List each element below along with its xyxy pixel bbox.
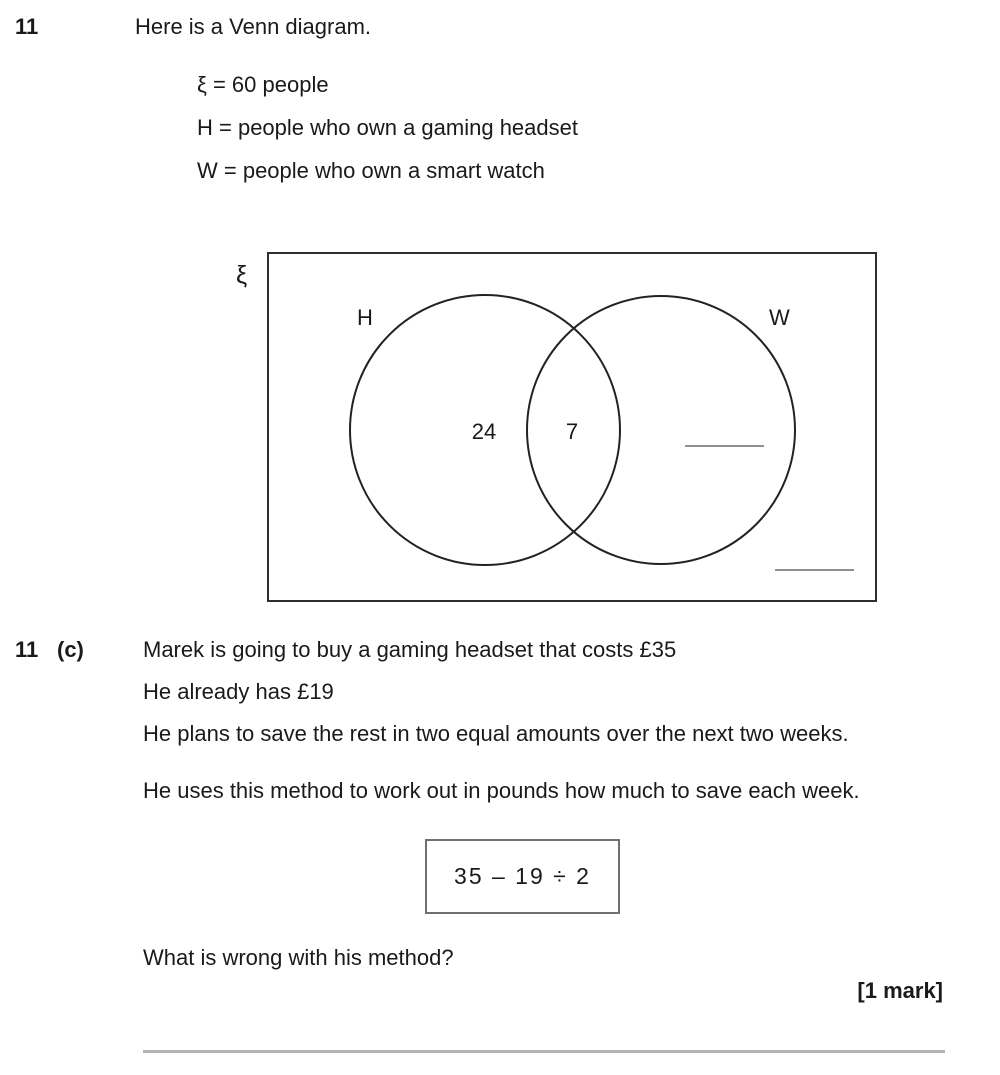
venn-value-h-only: 24 — [471, 419, 497, 444]
question-number: 11 — [15, 14, 39, 39]
marks-badge: [1 mark] — [857, 978, 943, 1003]
method-expression: 35 – 19 ÷ 2 — [454, 863, 591, 889]
venn-label-h: H — [357, 305, 373, 330]
part-c-statement-4: He uses this method to work out in pounds how much to save each week. — [143, 778, 860, 803]
venn-label-w: W — [769, 305, 790, 330]
part-c-label: (c) — [57, 637, 84, 662]
answer-write-line — [143, 1050, 945, 1053]
method-expression-box — [425, 839, 620, 914]
part-c-question-number: 11 — [15, 637, 39, 662]
answer-blank-outside — [775, 569, 854, 571]
part-c-statement-2: He already has £19 — [143, 679, 334, 704]
venn-universal-set-label: ξ — [236, 261, 248, 289]
definition-set-w: W = people who own a smart watch — [197, 158, 545, 183]
definition-universal-set: ξ = 60 people — [197, 72, 329, 97]
part-c-statement-3: He plans to save the rest in two equal amounts over the next two weeks. — [143, 721, 849, 746]
definition-set-h: H = people who own a gaming headset — [197, 115, 578, 140]
venn-diagram — [267, 252, 877, 602]
part-c-prompt: What is wrong with his method? — [143, 945, 454, 970]
question-intro: Here is a Venn diagram. — [135, 14, 372, 39]
venn-value-intersection: 7 — [565, 419, 579, 444]
part-c-statement-1: Marek is going to buy a gaming headset that costs £35 — [143, 637, 677, 662]
answer-blank-w-only — [685, 445, 764, 447]
